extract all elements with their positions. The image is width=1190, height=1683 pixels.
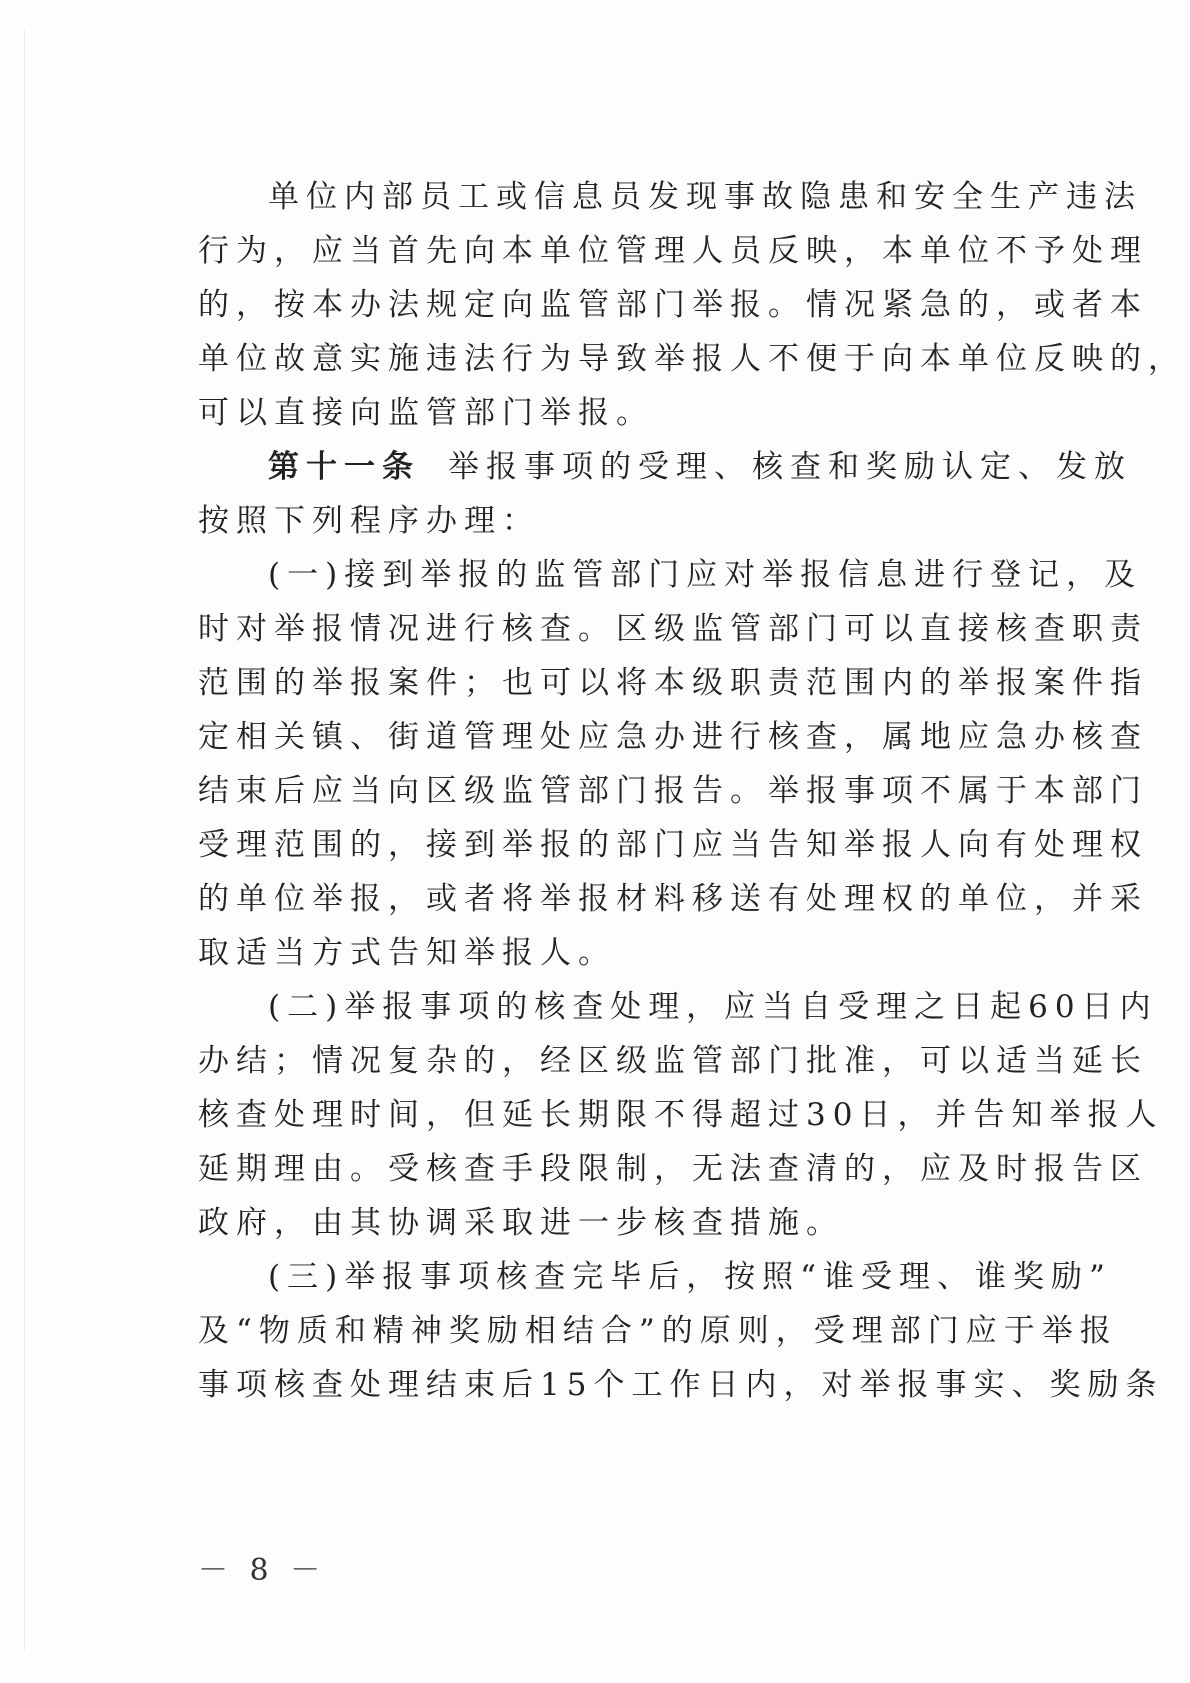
list-item-line: 范围的举报案件；也可以将本级职责范围内的举报案件指 (198, 665, 1148, 701)
paragraph-line: 按照下列程序办理： (198, 503, 540, 539)
list-item-line: 受理范围的，接到举报的部门应当告知举报人向有处理权 (198, 827, 1148, 863)
list-item-line: 结束后应当向区级监管部门报告。举报事项不属于本部门 (198, 773, 1148, 809)
document-body (198, 170, 1186, 1412)
list-item-line: 及“物质和精神奖励相结合”的原则，受理部门应于举报 (198, 1313, 1118, 1349)
list-item-line: 事项核查处理结束后15个工作日内，对举报事实、奖励条 (198, 1367, 1164, 1403)
list-item-line: 时对举报情况进行核查。区级监管部门可以直接核查职责 (198, 611, 1148, 647)
paragraph-line: 的，按本办法规定向监管部门举报。情况紧急的，或者本 (198, 287, 1148, 323)
list-item-line: 核查处理时间，但延长期限不得超过30日，并告知举报人 (198, 1097, 1164, 1133)
list-item-line: (一)接到举报的监管部门应对举报信息进行登记，及 (268, 557, 1143, 593)
paragraph-line: 可以直接向监管部门举报。 (198, 395, 654, 431)
article-11-first-line (198, 440, 1132, 494)
scan-edge (24, 30, 25, 1650)
list-item-line: 定相关镇、街道管理处应急办进行核查，属地应急办核查 (198, 719, 1148, 755)
list-item-line: 取适当方式告知举报人。 (198, 935, 616, 971)
list-item-line: (二)举报事项的核查处理，应当自受理之日起60日内 (268, 989, 1158, 1025)
article-text: 举报事项的受理、核查和奖励认定、发放 (448, 449, 1132, 485)
paragraph-line: 单位内部员工或信息员发现事故隐患和安全生产违法 (268, 179, 1142, 215)
list-item-line: 办结；情况复杂的，经区级监管部门批准，可以适当延长 (198, 1043, 1148, 1079)
paragraph-line: 行为，应当首先向本单位管理人员反映，本单位不予处理 (198, 233, 1148, 269)
article-heading: 第十一条 (268, 449, 420, 485)
list-item-line: 延期理由。受核查手段限制，无法查清的，应及时报告区 (198, 1151, 1148, 1187)
list-item-line: (三)举报事项核查完毕后，按照“谁受理、谁奖励” (268, 1259, 1112, 1295)
paragraph-line: 单位故意实施违法行为导致举报人不便于向本单位反映的， (198, 341, 1186, 377)
list-item-line: 的单位举报，或者将举报材料移送有处理权的单位，并采 (198, 881, 1148, 917)
list-item-line: 政府，由其协调采取进一步核查措施。 (198, 1205, 844, 1241)
page-number: － 8 － (198, 1553, 327, 1588)
